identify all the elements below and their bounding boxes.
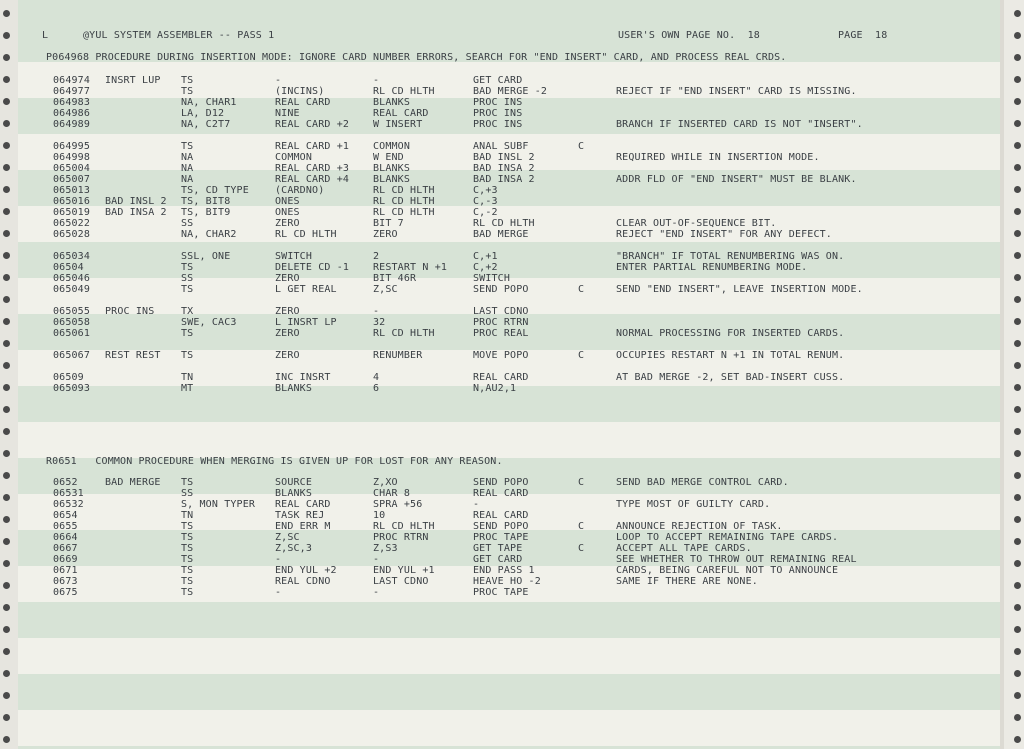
- listing-addr2: -: [373, 587, 380, 598]
- listing-addr3: C,+2: [473, 262, 498, 273]
- listing-addr1: END YUL +2: [275, 565, 337, 576]
- listing-op: TS: [181, 75, 194, 86]
- tractor-hole: [1014, 648, 1021, 655]
- listing-addr3: ANAL SUBF: [473, 141, 529, 152]
- listing-addr1: INC INSRT: [275, 372, 331, 383]
- tractor-hole: [3, 208, 10, 215]
- listing-comment: LOOP TO ACCEPT REMAINING TAPE CARDS.: [616, 532, 839, 543]
- listing-comment: REJECT "END INSERT" FOR ANY DEFECT.: [616, 229, 832, 240]
- listing-op: TS: [181, 587, 194, 598]
- listing-comment: SEND BAD MERGE CONTROL CARD.: [616, 477, 789, 488]
- tractor-hole: [1014, 604, 1021, 611]
- listing-addr3: SEND POPO: [473, 284, 529, 295]
- listing-addr2: END YUL +1: [373, 565, 435, 576]
- listing-addr3: END PASS 1: [473, 565, 535, 576]
- tractor-hole: [3, 142, 10, 149]
- listing-comment: SEE WHETHER TO THROW OUT REMAINING REAL: [616, 554, 857, 565]
- listing-loc: 06504: [53, 262, 84, 273]
- tractor-hole: [3, 692, 10, 699]
- listing-addr3: PROC INS: [473, 97, 523, 108]
- listing-addr3: BAD INSA 2: [473, 174, 535, 185]
- listing-loc: 0675: [53, 587, 78, 598]
- listing-addr3: BAD INSL 2: [473, 152, 535, 163]
- listing-op: SSL, ONE: [181, 251, 231, 262]
- listing-loc: 064983: [53, 97, 91, 108]
- listing-op: TS: [181, 284, 194, 295]
- tractor-hole: [1014, 714, 1021, 721]
- listing-loc: 06509: [53, 372, 84, 383]
- listing-op: TS, BIT8: [181, 196, 231, 207]
- listing-addr2: REAL CARD: [373, 108, 429, 119]
- listing-op: TS: [181, 554, 194, 565]
- tractor-hole: [1014, 142, 1021, 149]
- listing-op: TS: [181, 565, 194, 576]
- tractor-hole: [3, 626, 10, 633]
- tractor-hole: [3, 98, 10, 105]
- tractor-hole: [3, 516, 10, 523]
- tractor-hole: [1014, 10, 1021, 17]
- listing-addr2: Z,SC: [373, 284, 398, 295]
- listing-addr1: -: [275, 554, 282, 565]
- tractor-hole: [3, 670, 10, 677]
- listing-loc: 065013: [53, 185, 91, 196]
- listing-loc: 0671: [53, 565, 78, 576]
- tractor-hole: [3, 252, 10, 259]
- tractor-hole: [3, 186, 10, 193]
- listing-loc: 06531: [53, 488, 84, 499]
- section1-heading: P064968 PROCEDURE DURING INSERTION MODE: IGNORE CARD NUMBER ERRORS, SEARCH FOR "END INSERT" CARD, AND PROCESS REAL CRDS.: [46, 52, 787, 63]
- tractor-hole: [3, 76, 10, 83]
- tractor-hole: [1014, 208, 1021, 215]
- tractor-hole: [3, 428, 10, 435]
- listing-addr1: ZERO: [275, 273, 300, 284]
- listing-addr2: 6: [373, 383, 380, 394]
- listing-loc: 0664: [53, 532, 78, 543]
- listing-addr2: 4: [373, 372, 380, 383]
- listing-loc: 065093: [53, 383, 91, 394]
- listing-addr1: L GET REAL: [275, 284, 337, 295]
- listing-loc: 065061: [53, 328, 91, 339]
- tractor-hole: [3, 120, 10, 127]
- listing-addr1: ZERO: [275, 218, 300, 229]
- listing-comment: SAME IF THERE ARE NONE.: [616, 576, 758, 587]
- listing-addr1: TASK REJ: [275, 510, 325, 521]
- tractor-hole: [1014, 582, 1021, 589]
- tractor-hole: [1014, 340, 1021, 347]
- listing-loc: 065022: [53, 218, 91, 229]
- listing-comment: NORMAL PROCESSING FOR INSERTED CARDS.: [616, 328, 845, 339]
- listing-label: PROC INS: [105, 306, 155, 317]
- tractor-hole: [1014, 472, 1021, 479]
- listing-addr3: RL CD HLTH: [473, 218, 535, 229]
- listing-addr1: -: [275, 75, 282, 86]
- listing-loc: 0669: [53, 554, 78, 565]
- tractor-hole: [1014, 406, 1021, 413]
- listing-addr2: RL CD HLTH: [373, 328, 435, 339]
- listing-addr3: SEND POPO: [473, 521, 529, 532]
- tractor-hole: [3, 472, 10, 479]
- tractor-hole: [3, 648, 10, 655]
- listing-addr2: W END: [373, 152, 404, 163]
- tractor-hole: [3, 450, 10, 457]
- tractor-hole: [3, 604, 10, 611]
- tractor-hole: [1014, 450, 1021, 457]
- tractor-hole: [1014, 164, 1021, 171]
- tractor-hole: [3, 274, 10, 281]
- tractor-hole: [1014, 230, 1021, 237]
- tractor-hole: [1014, 318, 1021, 325]
- listing-addr1: BLANKS: [275, 383, 313, 394]
- listing-addr3: -: [473, 499, 480, 510]
- listing-loc: 064977: [53, 86, 91, 97]
- listing-addr3: REAL CARD: [473, 510, 529, 521]
- listing-addr3: PROC REAL: [473, 328, 529, 339]
- listing-comment: AT BAD MERGE -2, SET BAD-INSERT CUSS.: [616, 372, 845, 383]
- listing-loc: 065019: [53, 207, 91, 218]
- tractor-hole: [1014, 736, 1021, 743]
- listing-op: TS: [181, 262, 194, 273]
- listing-op: SS: [181, 218, 194, 229]
- listing-addr2: 10: [373, 510, 386, 521]
- listing-op: MT: [181, 383, 194, 394]
- listing-label: INSRT LUP: [105, 75, 161, 86]
- tractor-hole: [3, 494, 10, 501]
- listing-addr1: REAL CARD +4: [275, 174, 350, 185]
- listing-addr2: -: [373, 75, 380, 86]
- tractor-hole: [1014, 54, 1021, 61]
- listing-op: TN: [181, 510, 194, 521]
- listing-loc: 064974: [53, 75, 91, 86]
- tractor-hole: [1014, 76, 1021, 83]
- listing-addr1: COMMON: [275, 152, 313, 163]
- tractor-hole: [1014, 670, 1021, 677]
- listing-addr2: W INSERT: [373, 119, 423, 130]
- listing-addr2: 32: [373, 317, 386, 328]
- listing-addr3: PROC RTRN: [473, 317, 529, 328]
- listing-addr3: GET CARD: [473, 554, 523, 565]
- tractor-hole: [1014, 296, 1021, 303]
- listing-addr3: BAD INSA 2: [473, 163, 535, 174]
- listing-op: NA, CHAR1: [181, 97, 237, 108]
- listing-loc: 06532: [53, 499, 84, 510]
- listing-addr2: BIT 46R: [373, 273, 417, 284]
- listing-addr2: ZERO: [373, 229, 398, 240]
- tractor-hole: [3, 230, 10, 237]
- tractor-hole: [3, 362, 10, 369]
- listing-addr1: ZERO: [275, 306, 300, 317]
- listing-addr3: PROC TAPE: [473, 532, 529, 543]
- listing-comment: SEND "END INSERT", LEAVE INSERTION MODE.: [616, 284, 863, 295]
- listing-addr2: RL CD HLTH: [373, 86, 435, 97]
- tractor-hole: [1014, 428, 1021, 435]
- listing-addr2: BLANKS: [373, 163, 411, 174]
- listing-loc: 064986: [53, 108, 91, 119]
- listing-comment: CARDS, BEING CAREFUL NOT TO ANNOUNCE: [616, 565, 839, 576]
- listing-addr2: BLANKS: [373, 97, 411, 108]
- listing-loc: 065016: [53, 196, 91, 207]
- listing-op: TS: [181, 543, 194, 554]
- listing-flag: C: [578, 350, 585, 361]
- listing-flag: C: [578, 543, 585, 554]
- tractor-hole: [3, 714, 10, 721]
- header-users-page: USER'S OWN PAGE NO. 18: [618, 30, 760, 41]
- listing-op: NA: [181, 174, 194, 185]
- listing-addr2: RENUMBER: [373, 350, 423, 361]
- header-page: PAGE 18: [838, 30, 888, 41]
- listing-loc: 064998: [53, 152, 91, 163]
- listing-addr1: (INCINS): [275, 86, 325, 97]
- tractor-hole: [1014, 560, 1021, 567]
- listing-addr2: SPRA +56: [373, 499, 423, 510]
- listing-comment: BRANCH IF INSERTED CARD IS NOT "INSERT".: [616, 119, 863, 130]
- listing-addr2: RL CD HLTH: [373, 521, 435, 532]
- listing-addr3: BAD MERGE -2: [473, 86, 548, 97]
- listing-addr2: PROC RTRN: [373, 532, 429, 543]
- listing-loc: 065028: [53, 229, 91, 240]
- tractor-hole: [3, 406, 10, 413]
- tractor-hole: [3, 318, 10, 325]
- listing-label: BAD INSL 2: [105, 196, 167, 207]
- listing-addr3: BAD MERGE: [473, 229, 529, 240]
- listing-addr1: REAL CARD: [275, 499, 331, 510]
- tractor-hole: [1014, 384, 1021, 391]
- listing-addr2: BLANKS: [373, 174, 411, 185]
- listing-addr1: REAL CARD +3: [275, 163, 350, 174]
- listing-addr1: DELETE CD -1: [275, 262, 350, 273]
- listing-op: TS: [181, 521, 194, 532]
- listing-op: TS, CD TYPE: [181, 185, 249, 196]
- listing-addr2: CHAR 8: [373, 488, 411, 499]
- listing-op: NA: [181, 163, 194, 174]
- tractor-hole: [3, 164, 10, 171]
- listing-addr1: ZERO: [275, 328, 300, 339]
- listing-addr1: REAL CARD: [275, 97, 331, 108]
- tractor-hole: [3, 340, 10, 347]
- tractor-hole: [1014, 186, 1021, 193]
- listing-op: SS: [181, 488, 194, 499]
- listing-addr3: MOVE POPO: [473, 350, 529, 361]
- right-tractor-strip: [1004, 0, 1024, 749]
- listing-op: TN: [181, 372, 194, 383]
- listing-loc: 065034: [53, 251, 91, 262]
- listing-label: BAD MERGE: [105, 477, 161, 488]
- tractor-hole: [1014, 692, 1021, 699]
- listing-op: TS: [181, 86, 194, 97]
- listing-op: TS: [181, 141, 194, 152]
- listing-op: TS: [181, 328, 194, 339]
- listing-addr1: Z,SC: [275, 532, 300, 543]
- tractor-hole: [3, 538, 10, 545]
- listing-op: S, MON TYPER: [181, 499, 256, 510]
- listing-flag: C: [578, 284, 585, 295]
- left-tractor-strip: [0, 0, 18, 749]
- listing-addr1: (CARDNO): [275, 185, 325, 196]
- listing-flag: C: [578, 521, 585, 532]
- tractor-hole: [3, 560, 10, 567]
- listing-addr3: GET CARD: [473, 75, 523, 86]
- listing-addr3: C,-2: [473, 207, 498, 218]
- tractor-hole: [1014, 494, 1021, 501]
- tractor-hole: [3, 296, 10, 303]
- listing-addr3: REAL CARD: [473, 372, 529, 383]
- listing-loc: 065055: [53, 306, 91, 317]
- listing-loc: 065004: [53, 163, 91, 174]
- listing-addr3: LAST CDNO: [473, 306, 529, 317]
- listing-addr1: Z,SC,3: [275, 543, 313, 554]
- listing-addr2: -: [373, 306, 380, 317]
- listing-loc: 065049: [53, 284, 91, 295]
- listing-addr1: RL CD HLTH: [275, 229, 337, 240]
- listing-addr1: REAL CARD +2: [275, 119, 350, 130]
- header-mark: L: [42, 30, 49, 41]
- listing-addr3: PROC INS: [473, 108, 523, 119]
- listing-addr3: PROC INS: [473, 119, 523, 130]
- listing-addr2: COMMON: [373, 141, 411, 152]
- tractor-hole: [3, 736, 10, 743]
- listing-op: TS: [181, 532, 194, 543]
- listing-loc: 065058: [53, 317, 91, 328]
- tractor-hole: [1014, 32, 1021, 39]
- listing-op: SS: [181, 273, 194, 284]
- section2-heading: R0651 COMMON PROCEDURE WHEN MERGING IS GIVEN UP FOR LOST FOR ANY REASON.: [46, 456, 503, 467]
- listing-comment: "BRANCH" IF TOTAL RENUMBERING WAS ON.: [616, 251, 845, 262]
- tractor-hole: [1014, 98, 1021, 105]
- listing-addr3: HEAVE HO -2: [473, 576, 541, 587]
- listing-addr1: L INSRT LP: [275, 317, 337, 328]
- listing-addr2: 2: [373, 251, 380, 262]
- tractor-hole: [1014, 626, 1021, 633]
- listing-loc: 0673: [53, 576, 78, 587]
- listing-addr3: REAL CARD: [473, 488, 529, 499]
- listing-comment: REQUIRED WHILE IN INSERTION MODE.: [616, 152, 820, 163]
- listing-loc: 0667: [53, 543, 78, 554]
- listing-addr3: C,-3: [473, 196, 498, 207]
- listing-loc: 064989: [53, 119, 91, 130]
- tractor-hole: [1014, 120, 1021, 127]
- listing-loc: 0654: [53, 510, 78, 521]
- listing-comment: TYPE MOST OF GUILTY CARD.: [616, 499, 771, 510]
- listing-addr1: REAL CDNO: [275, 576, 331, 587]
- listing-addr3: SEND POPO: [473, 477, 529, 488]
- listing-flag: C: [578, 141, 585, 152]
- listing-op: NA: [181, 152, 194, 163]
- listing-op: SWE, CAC3: [181, 317, 237, 328]
- listing-addr1: ZERO: [275, 350, 300, 361]
- listing-addr3: N,AU2,1: [473, 383, 517, 394]
- listing-label: BAD INSA 2: [105, 207, 167, 218]
- listing-comment: REJECT IF "END INSERT" CARD IS MISSING.: [616, 86, 857, 97]
- listing-comment: ANNOUNCE REJECTION OF TASK.: [616, 521, 783, 532]
- tractor-hole: [3, 10, 10, 17]
- listing-comment: ADDR FLD OF "END INSERT" MUST BE BLANK.: [616, 174, 857, 185]
- listing-flag: C: [578, 477, 585, 488]
- listing-addr1: END ERR M: [275, 521, 331, 532]
- tractor-hole: [3, 384, 10, 391]
- listing-op: TS, BIT9: [181, 207, 231, 218]
- listing-addr2: -: [373, 554, 380, 565]
- listing-loc: 065007: [53, 174, 91, 185]
- listing-addr3: PROC TAPE: [473, 587, 529, 598]
- listing-addr3: C,+3: [473, 185, 498, 196]
- listing-loc: 0652: [53, 477, 78, 488]
- listing-loc: 065046: [53, 273, 91, 284]
- listing-sheet: [18, 0, 1000, 749]
- listing-addr2: BIT 7: [373, 218, 404, 229]
- listing-addr2: Z,S3: [373, 543, 398, 554]
- listing-addr1: ONES: [275, 196, 300, 207]
- listing-comment: ENTER PARTIAL RENUMBERING MODE.: [616, 262, 808, 273]
- listing-addr2: LAST CDNO: [373, 576, 429, 587]
- listing-addr1: ONES: [275, 207, 300, 218]
- listing-comment: ACCEPT ALL TAPE CARDS.: [616, 543, 752, 554]
- listing-addr3: C,+1: [473, 251, 498, 262]
- listing-op: TS: [181, 576, 194, 587]
- header-title: @YUL SYSTEM ASSEMBLER -- PASS 1: [83, 30, 275, 41]
- listing-comment: OCCUPIES RESTART N +1 IN TOTAL RENUM.: [616, 350, 845, 361]
- listing-addr2: RL CD HLTH: [373, 207, 435, 218]
- listing-addr2: RESTART N +1: [373, 262, 448, 273]
- listing-loc: 064995: [53, 141, 91, 152]
- tractor-hole: [1014, 516, 1021, 523]
- listing-label: REST REST: [105, 350, 161, 361]
- tractor-hole: [3, 54, 10, 61]
- listing-loc: 065067: [53, 350, 91, 361]
- listing-op: TS: [181, 477, 194, 488]
- tractor-hole: [3, 582, 10, 589]
- listing-op: TX: [181, 306, 194, 317]
- tractor-hole: [1014, 538, 1021, 545]
- listing-addr3: SWITCH: [473, 273, 511, 284]
- listing-op: NA, C2T7: [181, 119, 231, 130]
- listing-addr1: BLANKS: [275, 488, 313, 499]
- listing-addr2: RL CD HLTH: [373, 196, 435, 207]
- tractor-hole: [1014, 252, 1021, 259]
- listing-addr1: -: [275, 587, 282, 598]
- listing-op: TS: [181, 350, 194, 361]
- tractor-hole: [3, 32, 10, 39]
- listing-addr2: RL CD HLTH: [373, 185, 435, 196]
- listing-addr1: SWITCH: [275, 251, 313, 262]
- tractor-hole: [1014, 362, 1021, 369]
- listing-loc: 0655: [53, 521, 78, 532]
- listing-addr2: Z,XO: [373, 477, 398, 488]
- listing-comment: CLEAR OUT-OF-SEQUENCE BIT.: [616, 218, 777, 229]
- tractor-hole: [1014, 274, 1021, 281]
- listing-addr1: NINE: [275, 108, 300, 119]
- listing-addr1: SOURCE: [275, 477, 313, 488]
- listing-addr1: REAL CARD +1: [275, 141, 350, 152]
- listing-op: LA, D12: [181, 108, 225, 119]
- listing-addr3: GET TAPE: [473, 543, 523, 554]
- listing-op: NA, CHAR2: [181, 229, 237, 240]
